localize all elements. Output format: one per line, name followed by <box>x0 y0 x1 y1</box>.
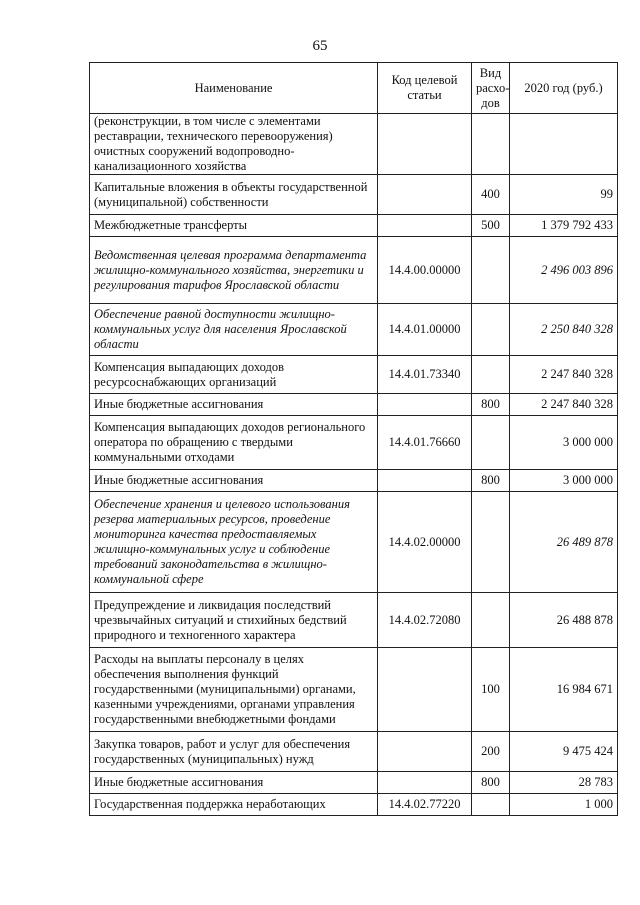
row-name-cell: Иные бюджетные ассигнования <box>90 772 378 794</box>
table-row <box>90 356 618 394</box>
row-expense-type-cell <box>472 593 510 648</box>
header-amount-2020: 2020 год (руб.) <box>510 63 618 114</box>
table-body <box>90 114 618 816</box>
row-name-cell: Компенсация выпадающих доходов регионального оператора по обращению с твердыми коммунальными отходами <box>90 416 378 470</box>
row-expense-type-cell: 400 <box>472 175 510 215</box>
row-name-cell: Ведомственная целевая программа департамента жилищно-коммунального хозяйства, энергетики и регулирования тарифов Ярославской области <box>90 237 378 304</box>
row-amount-cell <box>510 114 618 175</box>
row-amount-cell: 2 247 840 328 <box>510 356 618 394</box>
row-expense-type-cell <box>472 237 510 304</box>
row-expense-type-cell: 800 <box>472 772 510 794</box>
row-code-cell: 14.4.01.00000 <box>378 304 472 356</box>
row-name-cell: Расходы на выплаты персоналу в целях обеспечения выполнения функций государственными (муниципальными) органами, казенными учреждениями, органами управления государственными внебюджетными фондами <box>90 648 378 732</box>
page-number: 65 <box>312 38 328 54</box>
row-name-cell: Иные бюджетные ассигнования <box>90 470 378 492</box>
row-code-cell: 14.4.02.77220 <box>378 794 472 816</box>
table-row <box>90 772 618 794</box>
row-amount-cell: 3 000 000 <box>510 416 618 470</box>
row-expense-type-cell: 100 <box>472 648 510 732</box>
row-code-cell: 14.4.01.73340 <box>378 356 472 394</box>
table-header-row <box>90 63 618 114</box>
row-expense-type-cell <box>472 356 510 394</box>
row-name-cell: Обеспечение равной доступности жилищно-коммунальных услуг для населения Ярославской области <box>90 304 378 356</box>
row-name-cell: Закупка товаров, работ и услуг для обеспечения государственных (муниципальных) нужд <box>90 732 378 772</box>
header-expense-type: Вид расхо-дов <box>472 63 510 114</box>
row-amount-cell: 2 247 840 328 <box>510 394 618 416</box>
table-row <box>90 304 618 356</box>
row-name-cell: Государственная поддержка неработающих <box>90 794 378 816</box>
row-code-cell <box>378 732 472 772</box>
table-row <box>90 648 618 732</box>
row-amount-cell: 26 489 878 <box>510 492 618 593</box>
row-expense-type-cell <box>472 114 510 175</box>
header-name: Наименование <box>90 63 378 114</box>
row-amount-cell: 28 783 <box>510 772 618 794</box>
row-name-cell: (реконструкции, в том числе с элементами реставрации, технического перевооружения) очистных сооружений водопроводно-канализационного хозяйства <box>90 114 378 175</box>
row-expense-type-cell: 800 <box>472 470 510 492</box>
row-code-cell: 14.4.02.00000 <box>378 492 472 593</box>
row-code-cell <box>378 394 472 416</box>
row-amount-cell: 9 475 424 <box>510 732 618 772</box>
row-amount-cell: 2 496 003 896 <box>510 237 618 304</box>
table-row <box>90 114 618 175</box>
row-expense-type-cell <box>472 304 510 356</box>
row-amount-cell: 26 488 878 <box>510 593 618 648</box>
table-row <box>90 394 618 416</box>
table-row <box>90 416 618 470</box>
row-code-cell: 14.4.00.00000 <box>378 237 472 304</box>
row-code-cell: 14.4.01.76660 <box>378 416 472 470</box>
budget-table <box>89 62 618 816</box>
row-name-cell: Капитальные вложения в объекты государственной (муниципальной) собственности <box>90 175 378 215</box>
row-code-cell <box>378 114 472 175</box>
row-amount-cell: 1 000 <box>510 794 618 816</box>
row-expense-type-cell: 500 <box>472 215 510 237</box>
table-row <box>90 470 618 492</box>
row-expense-type-cell <box>472 492 510 593</box>
table-row <box>90 732 618 772</box>
row-name-cell: Предупреждение и ликвидация последствий чрезвычайных ситуаций и стихийных бедствий природного и техногенного характера <box>90 593 378 648</box>
row-expense-type-cell: 800 <box>472 394 510 416</box>
header-code: Код целевой статьи <box>378 63 472 114</box>
row-code-cell <box>378 470 472 492</box>
table-row <box>90 215 618 237</box>
row-expense-type-cell: 200 <box>472 732 510 772</box>
row-code-cell <box>378 215 472 237</box>
row-amount-cell: 99 <box>510 175 618 215</box>
row-code-cell <box>378 648 472 732</box>
row-code-cell <box>378 772 472 794</box>
row-expense-type-cell <box>472 794 510 816</box>
table-row <box>90 492 618 593</box>
row-amount-cell: 3 000 000 <box>510 470 618 492</box>
table-row <box>90 175 618 215</box>
row-name-cell: Иные бюджетные ассигнования <box>90 394 378 416</box>
row-amount-cell: 1 379 792 433 <box>510 215 618 237</box>
table-row <box>90 794 618 816</box>
row-expense-type-cell <box>472 416 510 470</box>
row-amount-cell: 2 250 840 328 <box>510 304 618 356</box>
row-name-cell: Компенсация выпадающих доходов ресурсоснабжающих организаций <box>90 356 378 394</box>
row-code-cell <box>378 175 472 215</box>
row-name-cell: Межбюджетные трансферты <box>90 215 378 237</box>
row-code-cell: 14.4.02.72080 <box>378 593 472 648</box>
table-row <box>90 593 618 648</box>
table-row <box>90 237 618 304</box>
row-amount-cell: 16 984 671 <box>510 648 618 732</box>
row-name-cell: Обеспечение хранения и целевого использования резерва материальных ресурсов, проведение мониторинга качества предоставляемых жилищно-коммунальных услуг и соблюдение требований законодательства в жилищно-коммунальной сфере <box>90 492 378 593</box>
